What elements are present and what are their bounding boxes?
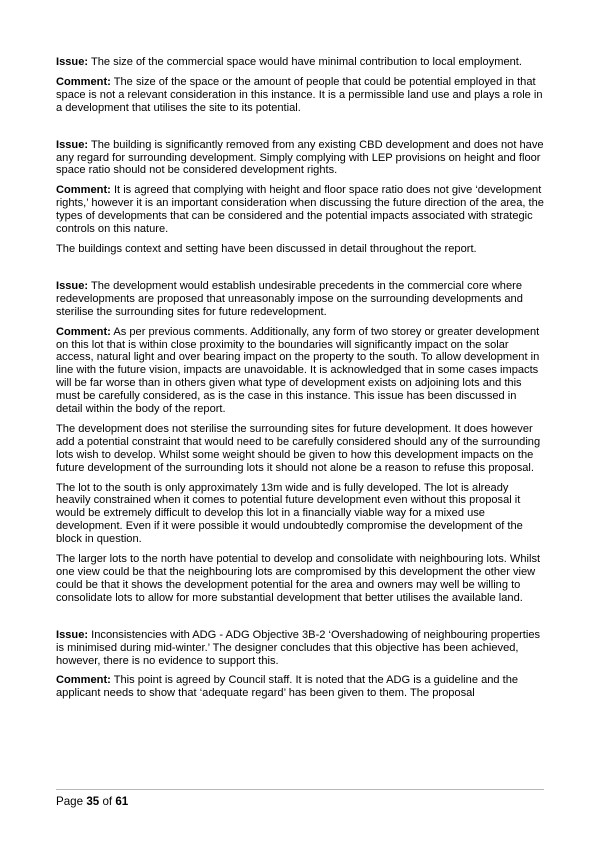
comment-text: As per previous comments. Additionally, any form of two storey or greater development on this lot that is within close proximity to the boundaries will significantly impact on the solar access, natural light and over bearing impact on the property to the south. To allow development in line with the future vision, impacts are unavoidable. It is acknowledged that in some cases impacts will be far worse than in others given what type of development exists on adjoining lots and this must be carefully considered, as is the case in this instance. This issue has been discussed in detail within the body of the report.	[56, 325, 540, 416]
comment-text: It is agreed that complying with height and floor space ratio does not give ‘development rights,’ however it is an important consideration when discussing the future direction of the area, the types of developments that can be considered and the potential impacts associated with strategic controls on this nature.	[56, 184, 544, 236]
issue-label: Issue:	[56, 279, 89, 292]
comment-text: The size of the space or the amount of people that could be potential employed in that space is not a relevant consideration in this instance. It is a permissible land use and plays a role in a development that utilises the site to its potential.	[56, 75, 543, 114]
body-paragraph: The lot to the south is only approximately 13m wide and is fully developed. The lot is already heavily constrained when it comes to potential future development even without this proposal it would be extremely difficult to develop this lot in a financially viable way for a mixed use development. Even if it were possible it would undoubtedly compromise the development of the block in question.	[56, 481, 523, 546]
comment-text: This point is agreed by Council staff. It is noted that the ADG is a guideline and the applicant needs to show that ‘adequate regard’ has been given to them. The proposal	[56, 674, 519, 700]
body-paragraph: The larger lots to the north have potential to develop and consolidate with neighbouring lots. Whilst one view could be that the neighbouring lots are compromised by this development the other view could be that it shows the development potential for the area and owners may well be willing to consolidate lots to allow for more substantial development that better utilises the available land.	[56, 553, 541, 604]
issue-label: Issue:	[56, 628, 89, 641]
comment-paragraph	[56, 674, 544, 700]
section-spacer	[56, 122, 544, 139]
footer-divider	[56, 789, 544, 790]
comment-label: Comment:	[56, 674, 111, 687]
comment-label: Comment:	[56, 184, 111, 197]
issue-paragraph	[56, 280, 544, 319]
of-word: of	[99, 795, 116, 808]
page-word: Page	[56, 795, 87, 808]
issue-paragraph	[56, 629, 544, 668]
issue-label: Issue:	[56, 56, 89, 68]
issue-text: Inconsistencies with ADG - ADG Objective 3B-2 ‘Overshadowing of neighbouring properties is minimised during mid-winter.’ The designer concludes that this objective has been achieved, however, there is no evidence to support this.	[56, 628, 541, 667]
comment-paragraph	[56, 184, 544, 236]
comment-paragraph	[56, 76, 544, 115]
document-body	[56, 56, 544, 707]
issue-paragraph	[56, 139, 544, 178]
total-pages: 61	[115, 795, 129, 808]
issue-paragraph	[56, 56, 544, 69]
comment-label: Comment:	[56, 325, 111, 338]
issue-text: The size of the commercial space would have minimal contribution to local employment.	[88, 56, 522, 68]
body-paragraph: The buildings context and setting have been discussed in detail throughout the report.	[56, 242, 477, 255]
page-number: 35	[86, 795, 100, 808]
issue-label: Issue:	[56, 138, 89, 151]
issue-text: The building is significantly removed from any existing CBD development and does not have any regard for surrounding development. Simply complying with LEP provisions on height and floor space ratio should not be considered development rights.	[56, 138, 544, 177]
section-spacer	[56, 612, 544, 629]
page-footer	[56, 795, 128, 809]
section-spacer	[56, 263, 544, 280]
comment-paragraph	[56, 326, 544, 416]
body-paragraph: The development does not sterilise the surrounding sites for future development. It does however add a potential constraint that would need to be carefully considered should any of the surrounding lots wish to develop. Whilst some weight should be given to how this development impacts on the future development of the surrounding lots it should not alone be a reason to refuse this proposal.	[56, 422, 541, 474]
issue-text: The development would establish undesirable precedents in the commercial core where redevelopments are proposed that unreasonably impose on the surrounding developments and sterilise the surrounding sites for future redevelopment.	[56, 279, 523, 318]
comment-label: Comment:	[56, 75, 111, 88]
